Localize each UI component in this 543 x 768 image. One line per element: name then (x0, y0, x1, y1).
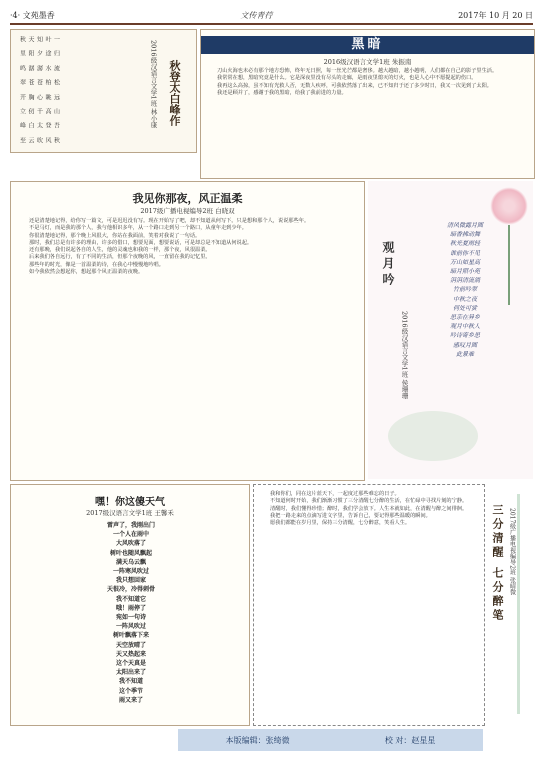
poem-top-left (10, 29, 197, 153)
poem-lines: 雷声了，我刚出门 一个人在雨中 大风吹落了 树叶也随风飘起 满天乌云飘 一阵寒风吹过 我只想回家 天很冷，冷得刺骨 我不知道它 哦！雨停了 宛如一句诗 一阵风吹过 树叶飘落下来 天空放晴了 天又热起来 这个天真是 太阳出来了 我不知道 这个季节 雨又来了 (106, 522, 155, 704)
lotus-leaf (388, 411, 478, 461)
poem-lines: 一叶知天秋 归途夕阳里 流水潺潺鸣 松柏苍苍翠 远眺心胸开 山高千仞立 吾登太白峰 秋风吹云至 (18, 36, 60, 143)
lotus-flower (490, 187, 528, 225)
header-rule (10, 23, 533, 25)
section-title: 文传青荇 (240, 10, 273, 20)
article-title: 我见你那夜，风正温柔 (132, 192, 243, 205)
poem-right (368, 181, 533, 479)
poem-lines: 清风微露月圆 暗香拂动舞 秋光夏雨轻 谁前你不见 万山如星高 暗月照小苑 涓涓清流淌 竹前吟翠 中秋之夜 何处可赏 思亲在异乡 观月中秋人 吟诗寄乡思 感叹月圆 此景难 (446, 222, 483, 358)
poem-author: 2017级广播电视编导2班 张晴微 (508, 508, 516, 595)
dark-article (200, 29, 535, 179)
editor-credit: 本版编辑：张绮微 (225, 735, 290, 745)
poem-title: 嘿！你这傻天气 (95, 497, 165, 508)
poem-title: 三分清醒 七分醉笔 (491, 504, 504, 623)
page-header (10, 8, 533, 22)
article-author: 2017级广播电视编导2班 白晓双 (140, 207, 235, 215)
page-footer (178, 729, 483, 751)
header-date: 2017年 10 月 20 日 (458, 10, 533, 20)
poem-title: 秋登太白峰作 (168, 60, 181, 126)
poem-author: 2016级汉语言文学1班 林小康 (149, 40, 158, 128)
poem-bottom-left (10, 484, 250, 726)
poem-author: 2016级汉语言文学1班 侯珊珊 (400, 311, 409, 399)
proof-credit: 校 对：赵星星 (384, 735, 436, 745)
poem-bottom-right (487, 484, 533, 724)
poem-author: 2017级汉语言文学1班 王馨禾 (86, 509, 174, 517)
article-body: 刀山火海也未必有那个地方恐怖，终年无日照，每一丝光芒都是奢侈。越大越暗，越小越明，人们都在自己的影子里生活。 我常常在想，黑暗究竟是什么。它是深夜里没有尽头的走廊，是雨夜里熄灭的灯火，也是人心中不愿提起的伤口。 我再这么高掠，虽不知有光救人否，无数人疾呼，可我依然落了出来，已不知归于还了多少时日，我又一次见到了太阳。 我还是顾并了，感谢于我的黑暗，给我了我前进的力量。 (217, 68, 498, 96)
page-number: ·4· 文苑墨香 (10, 10, 55, 20)
article-bottom-mid (253, 484, 485, 726)
bamboo-decoration (517, 494, 520, 714)
article-left (10, 181, 365, 481)
article-author: 2016级汉语言文学1班 朱振南 (323, 58, 412, 66)
article-body: 还是清楚地记得，给你写一篇文，可是迟迟没有写。现在开始写了吧，却不知道从何写下。只是想和那个人，说说那些年。 不是马灯，而是我的那个人，我与他相识多年，从一个路口走到另一个路口，从童年走到少年。 你很清楚地记得，那个晚上风很大，你站在我面前，笑着对我说了一句话。 那时，我们总是有许多的理由，许多的借口，想要见面，想要说话，可是却总是不知道从何说起。 还有那晚，我们说起各自的人生，他的灵魂也和我的一样，那个夜，风很温柔。 后来我们各自远行，有了不同的生活，但那个夜晚的风，一直留在我的记忆里。 那些年的时光，像是一首温柔的诗，在我心中慢慢地吟唱。 如今我依然会想起你，想起那个风正温柔的夜晚。 (29, 218, 310, 276)
article-banner: 黑暗 (201, 36, 534, 54)
poem-title: 观月吟 (381, 241, 395, 289)
article-body: 我和你们，同在这片蓝天下，一起度过那些难忘的日子。 不知道何时开始，我们渐渐习惯了三分清醒七分醉的生活，在忙碌中寻找片刻的宁静。 清醒时，我们懂得珍惜；醉时，我们学会放下。人生本就如此，在清醒与醉之间徘徊。 我把一路走来的点滴写进文字里，告诉自己，要记得那些温暖的瞬间。 愿我们都能在岁月里，保持三分清醒，七分醉意，笑看人生。 (270, 491, 468, 527)
